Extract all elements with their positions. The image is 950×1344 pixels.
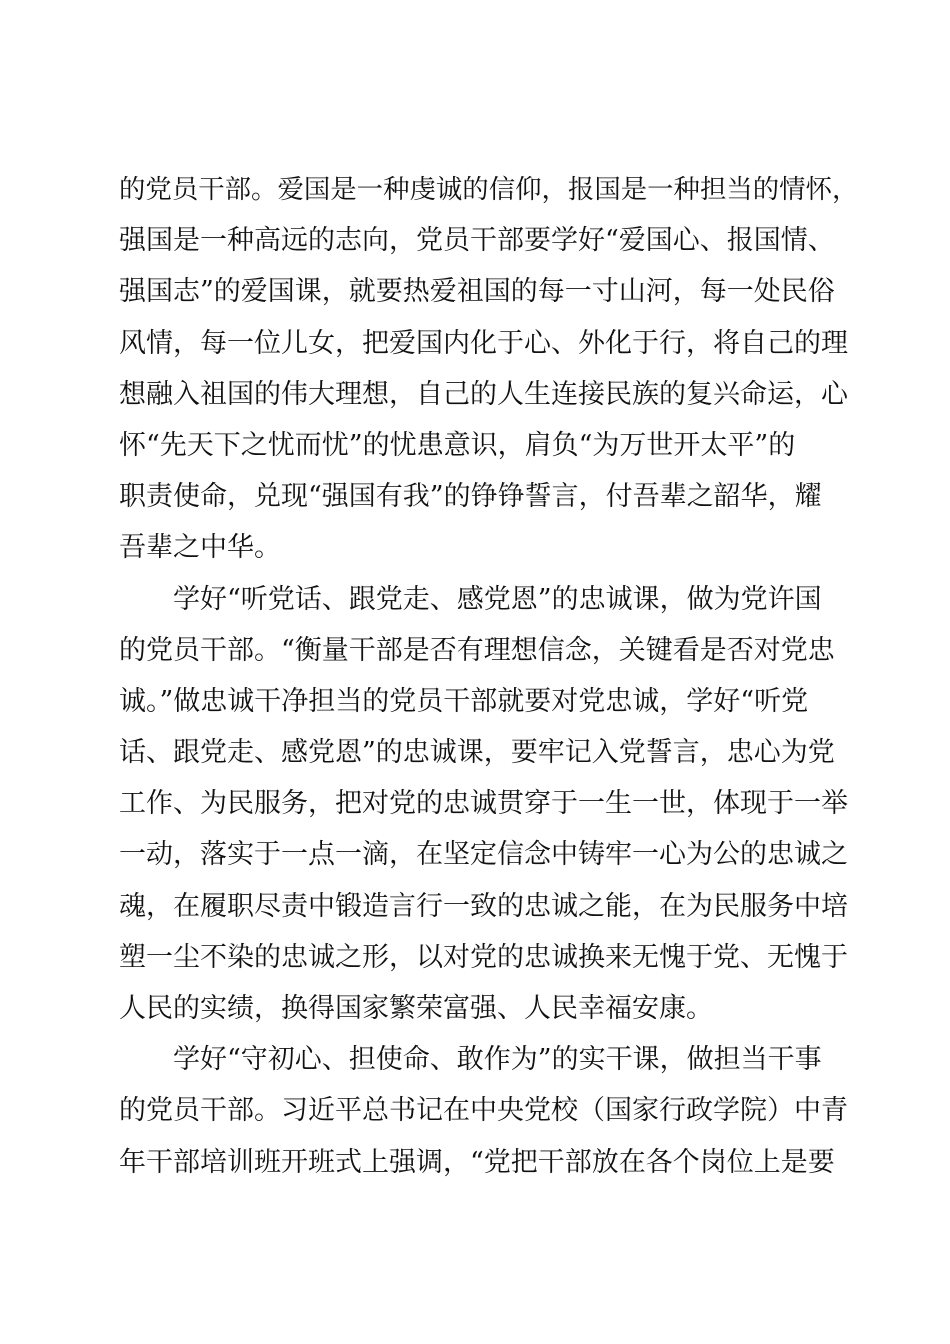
paragraph-first-line: 学好“守初心、担使命、敢作为”的实干课，做担当干事 <box>173 1044 822 1076</box>
text-line: 工作、为民服务，把对党的忠诚贯穿于一生一世，体现于一举 <box>119 788 848 820</box>
text-line: 一动，落实于一点一滴，在坚定信念中铸牢一心为公的忠诚之 <box>119 839 848 871</box>
body-text <box>119 164 859 1188</box>
text-line: 话、跟党走、感党恩”的忠诚课，要牢记入党誓言，忠心为党 <box>119 737 835 769</box>
paragraph-first-line: 学好“听党话、跟党走、感党恩”的忠诚课，做为党许国 <box>173 583 822 615</box>
text-line: 怀“先天下之忧而忧”的忧患意识，肩负“为万世开太平”的 <box>119 429 796 461</box>
text-line: 的党员干部。“衡量干部是否有理想信念，关键看是否对党忠 <box>119 634 835 666</box>
text-line: 魂，在履职尽责中锻造言行一致的忠诚之能，在为民服务中培 <box>119 890 848 922</box>
text-line: 塑一尘不染的忠诚之形，以对党的忠诚换来无愧于党、无愧于 <box>119 941 848 973</box>
text-line: 诚。”做忠诚干净担当的党员干部就要对党忠诚，学好“听党 <box>119 685 809 717</box>
text-line: 人民的实绩，换得国家繁荣富强、人民幸福安康。 <box>119 993 713 1024</box>
text-line: 年干部培训班开班式上强调，“党把干部放在各个岗位上是要 <box>119 1146 835 1178</box>
text-line: 职责使命，兑现“强国有我”的铮铮誓言，付吾辈之韶华，耀 <box>119 481 822 513</box>
text-line: 想融入祖国的伟大理想，自己的人生连接民族的复兴命运，心 <box>119 378 848 410</box>
text-line: 的党员干部。习近平总书记在中央党校（国家行政学院）中青 <box>119 1095 848 1127</box>
text-line: 强国是一种高远的志向，党员干部要学好“爱国心、报国情、 <box>119 225 835 257</box>
text-line: 吾辈之中华。 <box>119 532 281 564</box>
text-line: 风情，每一位儿女，把爱国内化于心、外化于行，将自己的理 <box>119 327 848 359</box>
text-line: 的党员干部。爱国是一种虔诚的信仰，报国是一种担当的情怀， <box>119 174 859 205</box>
text-line: 强国志”的爱国课，就要热爱祖国的每一寸山河，每一处民俗 <box>119 276 835 308</box>
